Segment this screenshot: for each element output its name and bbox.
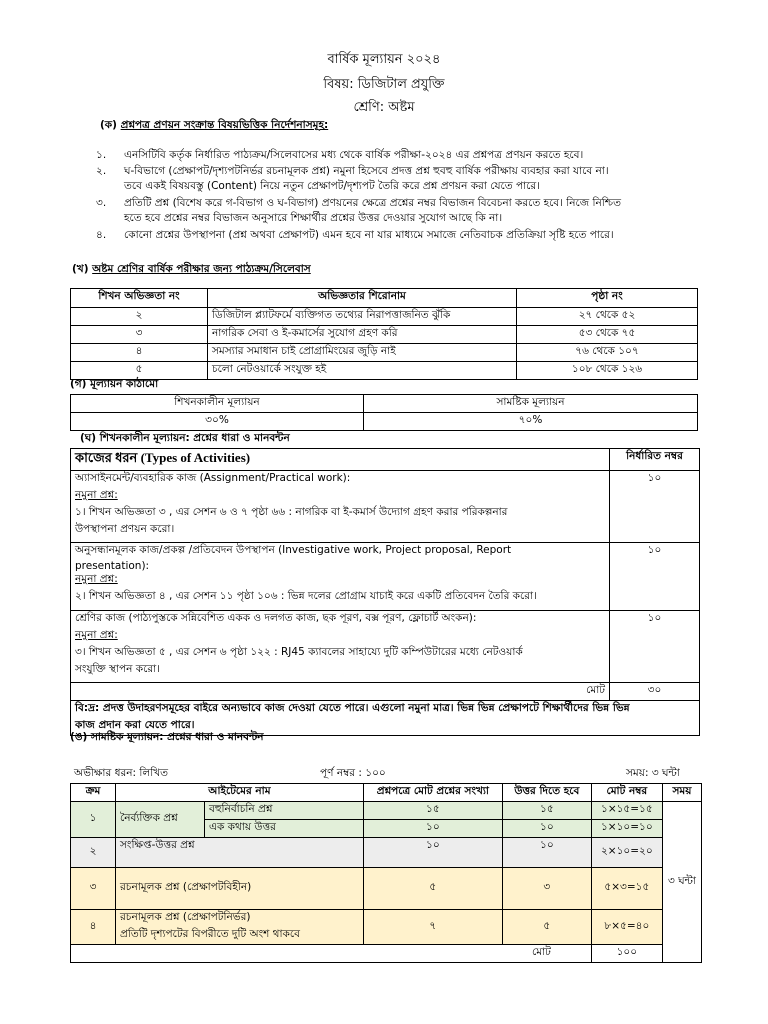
syllabus-cell: ডিজিটাল প্ল্যাটফর্মে ব্যক্তিগত তথ্যের নিরাপত্তাজনিত ঝুঁকি: [208, 308, 517, 326]
framework-value: ৩০%: [71, 413, 364, 431]
table-row: [71, 838, 702, 868]
activity-marks: ১০: [610, 611, 700, 683]
activity-sample-continued: উপস্থাপনা প্রণয়ন করো।: [75, 523, 175, 535]
section-uma-title: (ঙ) সামষ্টিক মূল্যায়ন: প্রশ্নের ধারা ও মানবন্টন: [70, 731, 264, 743]
summative-header: মোট নম্বর: [591, 784, 662, 802]
instruction-number: ৪.: [96, 229, 107, 241]
section-kha-prefix: (খ): [72, 263, 89, 275]
formative-total-label: মোট: [71, 683, 610, 701]
activity-title: শ্রেণির কাজ (পাঠ্যপুস্তকে সন্নিবেশিত একক ও দলগত কাজ, ছক পূরণ, বক্স পূরণ, ফ্লোচার্ট অংকন):: [75, 612, 477, 624]
syllabus-cell: সমস্যার সমাধান চাই প্রোগ্রামিংয়ের জুড়ি নাই: [208, 344, 517, 362]
row-number: ২: [71, 838, 116, 868]
instruction-number: ৩.: [96, 197, 107, 209]
syllabus-header: অভিজ্ঞতার শিরোনাম: [208, 289, 517, 308]
table-row: [71, 543, 700, 611]
activity-sample-continued: সংযুক্তি স্থাপন করো।: [75, 663, 160, 675]
sample-label: নমুনা প্রশ্ন:: [75, 573, 118, 585]
framework-value: ৭০%: [364, 413, 698, 431]
table-row: [71, 802, 702, 820]
activity-title: অনুসন্ধানমূলক কাজ/প্রকল্প /প্রতিবেদন উপস্থাপন (Investigative work, Project proposal, Report: [75, 544, 512, 556]
table-row: [71, 683, 700, 701]
syllabus-cell: ৪: [71, 344, 208, 362]
question-count: ৭: [363, 910, 502, 945]
activity-marks: ১০: [610, 543, 700, 611]
syllabus-cell: ৫: [71, 362, 208, 380]
total-marks: ৮×৫=৪০: [591, 910, 662, 945]
table-row: [71, 611, 700, 683]
activity-sample: ১। শিখন অভিজ্ঞতা ৩ , এর সেশন ৬ ও ৭ পৃষ্ঠা ৬৬ : নাগরিক বা ই-কমার্স উদ্যোগ গ্রহণ করার পরিকল্পনার: [75, 506, 508, 518]
summative-header: উত্তর দিতে হবে: [502, 784, 591, 802]
activity-cell: [71, 611, 610, 683]
syllabus-cell: ১০৮ থেকে ১২৬: [517, 362, 698, 380]
sample-label: নমুনা প্রশ্ন:: [75, 629, 118, 641]
syllabus-cell: ২৭ থেকে ৫২: [517, 308, 698, 326]
activity-sample: ২। শিখন অভিজ্ঞতা ৪ , এর সেশন ১১ পৃষ্ঠা ১০৬ : ভিন্ন দলের প্রোগ্রাম যাচাই করে একটি প্রতিবেদন তৈরি করো।: [75, 590, 537, 602]
time-cell: ৩ ঘন্টা: [662, 802, 701, 963]
instruction-text-continued: হতে হবে প্রশ্নের নম্বর বিভাজন অনুসারে শিক্ষার্থীর প্রশ্নের উত্তর দেওয়ার সুযোগ আছে কি না।: [124, 212, 503, 224]
instruction-item: [96, 164, 716, 194]
summative-header: প্রশ্নপত্রে মোট প্রশ্নের সংখ্যা: [363, 784, 502, 802]
table-row: [71, 945, 702, 963]
syllabus-header: পৃষ্ঠা নং: [517, 289, 698, 308]
syllabus-cell: ২: [71, 308, 208, 326]
instruction-item: [96, 148, 716, 163]
item-name-line-2: প্রতিটি দৃশ্যপটের বিপরীতে দুটি অংশ থাকবে: [120, 928, 300, 940]
instruction-number: ২.: [96, 165, 107, 177]
syllabus-cell: ৩: [71, 326, 208, 344]
summative-header: ক্রম: [71, 784, 116, 802]
instruction-text: এনসিটিবি কর্তৃক নির্ধারিত পাঠ্যক্রম/সিলেবাসের মধ্য থেকে বার্ষিক পরীক্ষা-২০২৪ এর প্রশ্নপত্র প্রণয়ন করতে হবে।: [124, 149, 584, 161]
item-name-line: রচনামূলক প্রশ্ন (প্রেক্ষাপটনির্ভর): [120, 911, 251, 923]
row-number: ১: [71, 802, 116, 838]
full-marks: পূর্ণ নম্বর : ১০০: [320, 767, 386, 779]
syllabus-cell: চলো নেটওয়ার্কে সংযুক্ত হই: [208, 362, 517, 380]
question-count: ১০: [363, 820, 502, 838]
total-marks: ৫×৩=১৫: [591, 868, 662, 910]
section-kha-heading: [72, 262, 311, 279]
summative-header: সময়: [662, 784, 701, 802]
row-number: ৩: [71, 868, 116, 910]
activity-cell: [71, 471, 610, 543]
section-gha-title: (ঘ) শিখনকালীন মূল্যায়ন: প্রশ্নের ধারা ও মানবন্টন: [80, 432, 290, 444]
item-name: এক কথায় উত্তর: [205, 820, 364, 838]
syllabus-table: [70, 288, 698, 380]
instruction-text: কোনো প্রশ্নের উপস্থাপনা (প্রশ্ন অথবা প্রেক্ষাপট) এমন হবে না যার মাধ্যমে সমাজে নেতিবাচক প্রতিক্রিয়া সৃষ্টি হতে পারে।: [124, 229, 614, 241]
item-name: রচনামূলক প্রশ্ন (প্রেক্ষাপটবিহীন): [116, 868, 364, 910]
note-text-continued: কাজ প্রদান করা যেতে পারে।: [75, 719, 195, 731]
instruction-number: ১.: [96, 149, 107, 161]
instruction-text-continued: তবে একই বিষয়বস্তু (Content) নিয়ে নতুন প্রেক্ষাপট/দৃশ্যপট তৈরি করে প্রশ্ন প্রণয়ন করা যেতে পারে।: [124, 180, 540, 192]
activity-sample: ৩। শিখন অভিজ্ঞতা ৫ , এর সেশন ৬ পৃষ্ঠা ১২২ : RJ45 ক্যাবলের সাহায্যে দুটি কম্পিউটারের মধ্যে নেটওয়ার্ক: [75, 646, 523, 658]
table-row: [71, 471, 700, 543]
note-text: বি:দ্র: প্রদত্ত উদাহরণসমূহের বাইরে অন্যভাবে কাজ দেওয়া যেতে পারে। এগুলো নমুনা মাত্র। ভিন্ন ভিন্ন প্রেক্ষাপটে শিক্ষার্থীদের ভিন্ন ভিন্ন: [75, 702, 630, 714]
item-name: বহুনির্বাচনি প্রশ্ন: [205, 802, 364, 820]
row-number: ৪: [71, 910, 116, 945]
answer-count: ১০: [502, 838, 591, 868]
table-row: [71, 362, 698, 380]
document-class: শ্রেণি: অষ্টম: [353, 100, 415, 115]
answer-count: ৫: [502, 910, 591, 945]
question-count: ৫: [363, 868, 502, 910]
syllabus-header: শিখন অভিজ্ঞতা নং: [71, 289, 208, 308]
document-subject: বিষয়: ডিজিটাল প্রযুক্তি: [323, 77, 445, 92]
summative-total-label: মোট: [71, 945, 592, 963]
table-row: [71, 868, 702, 910]
summative-header: আইটেমের নাম: [116, 784, 364, 802]
assessment-framework-table: [70, 394, 698, 431]
syllabus-cell: ৭৬ থেকে ১০৭: [517, 344, 698, 362]
total-marks: ১×১৫=১৫: [591, 802, 662, 820]
answer-count: ৩: [502, 868, 591, 910]
activity-marks: ১০: [610, 471, 700, 543]
syllabus-cell: নাগরিক সেবা ও ই-কমার্সের সুযোগ গ্রহণ করি: [208, 326, 517, 344]
formative-total: ৩০: [610, 683, 700, 701]
table-row: [71, 344, 698, 362]
table-row: [71, 326, 698, 344]
syllabus-cell: ৫৩ থেকে ৭৫: [517, 326, 698, 344]
item-name: সংক্ষিপ্ত-উত্তর প্রশ্ন: [116, 838, 364, 868]
exam-time: সময়: ৩ ঘন্টা: [626, 767, 680, 779]
framework-header: সামষ্টিক মূল্যায়ন: [364, 395, 698, 413]
framework-header: শিখনকালীন মূল্যায়ন: [71, 395, 364, 413]
item-name: [116, 910, 364, 945]
exam-type: অভীক্ষার ধরন: লিখিত: [74, 767, 168, 779]
formative-header: নির্ধারিত নম্বর: [610, 449, 700, 471]
table-row: [71, 910, 702, 945]
instruction-text: প্রতিটি প্রশ্ন (বিশেষ করে গ-বিভাগ ও ঘ-বিভাগ) প্রণয়নের ক্ষেত্রে প্রশ্নের নম্বর বিভাজন বিবেচনা করতে হবে। নিজে নিশ্চিত: [124, 197, 621, 209]
activity-title: অ্যাসাইনমেন্ট/ব্যবহারিক কাজ (Assignment/Practical work):: [75, 472, 351, 484]
total-marks: ১×১০=১০: [591, 820, 662, 838]
instruction-item: [96, 228, 716, 243]
section-ga-title: (গ) মূল্যায়ন কাঠামো: [70, 378, 159, 390]
instruction-text: ঘ-বিভাগে (প্রেক্ষাপট/দৃশ্যপটনির্ভর রচনামূলক প্রশ্ন) নমুনা হিসেবে প্রদত্ত প্রশ্ন হুবহু বার্ষিক পরীক্ষায় ব্যবহার করা যাবে না।: [124, 165, 609, 177]
document-title: বার্ষিক মূল্যায়ন ২০২৪: [327, 52, 441, 67]
summative-total: ১০০: [591, 945, 662, 963]
total-marks: ২×১০=২০: [591, 838, 662, 868]
answer-count: ১০: [502, 820, 591, 838]
table-row: [71, 308, 698, 326]
sample-label: নমুনা প্রশ্ন:: [75, 489, 118, 501]
answer-count: ১৫: [502, 802, 591, 820]
section-ka-prefix: (ক): [100, 119, 117, 131]
activity-title-continued: presentation):: [75, 560, 150, 572]
section-kha-title: অষ্টম শ্রেণির বার্ষিক পরীক্ষার জন্য পাঠ্যক্রম/সিলেবাস: [92, 263, 311, 275]
activity-cell: [71, 543, 610, 611]
summative-table: [70, 783, 702, 963]
section-ka-heading: [100, 118, 328, 135]
formative-table: [70, 448, 700, 736]
item-group: নৈর্ব্যক্তিক প্রশ্ন: [116, 802, 205, 838]
instruction-item: [96, 196, 716, 226]
question-count: ১৫: [363, 802, 502, 820]
section-ka-title: প্রশ্নপত্র প্রণয়ন সংক্রান্ত বিষয়ভিত্তিক নির্দেশনাসমূহ:: [120, 119, 329, 131]
formative-header: কাজের ধরন (Types of Activities): [71, 449, 610, 471]
question-count: ১০: [363, 838, 502, 868]
